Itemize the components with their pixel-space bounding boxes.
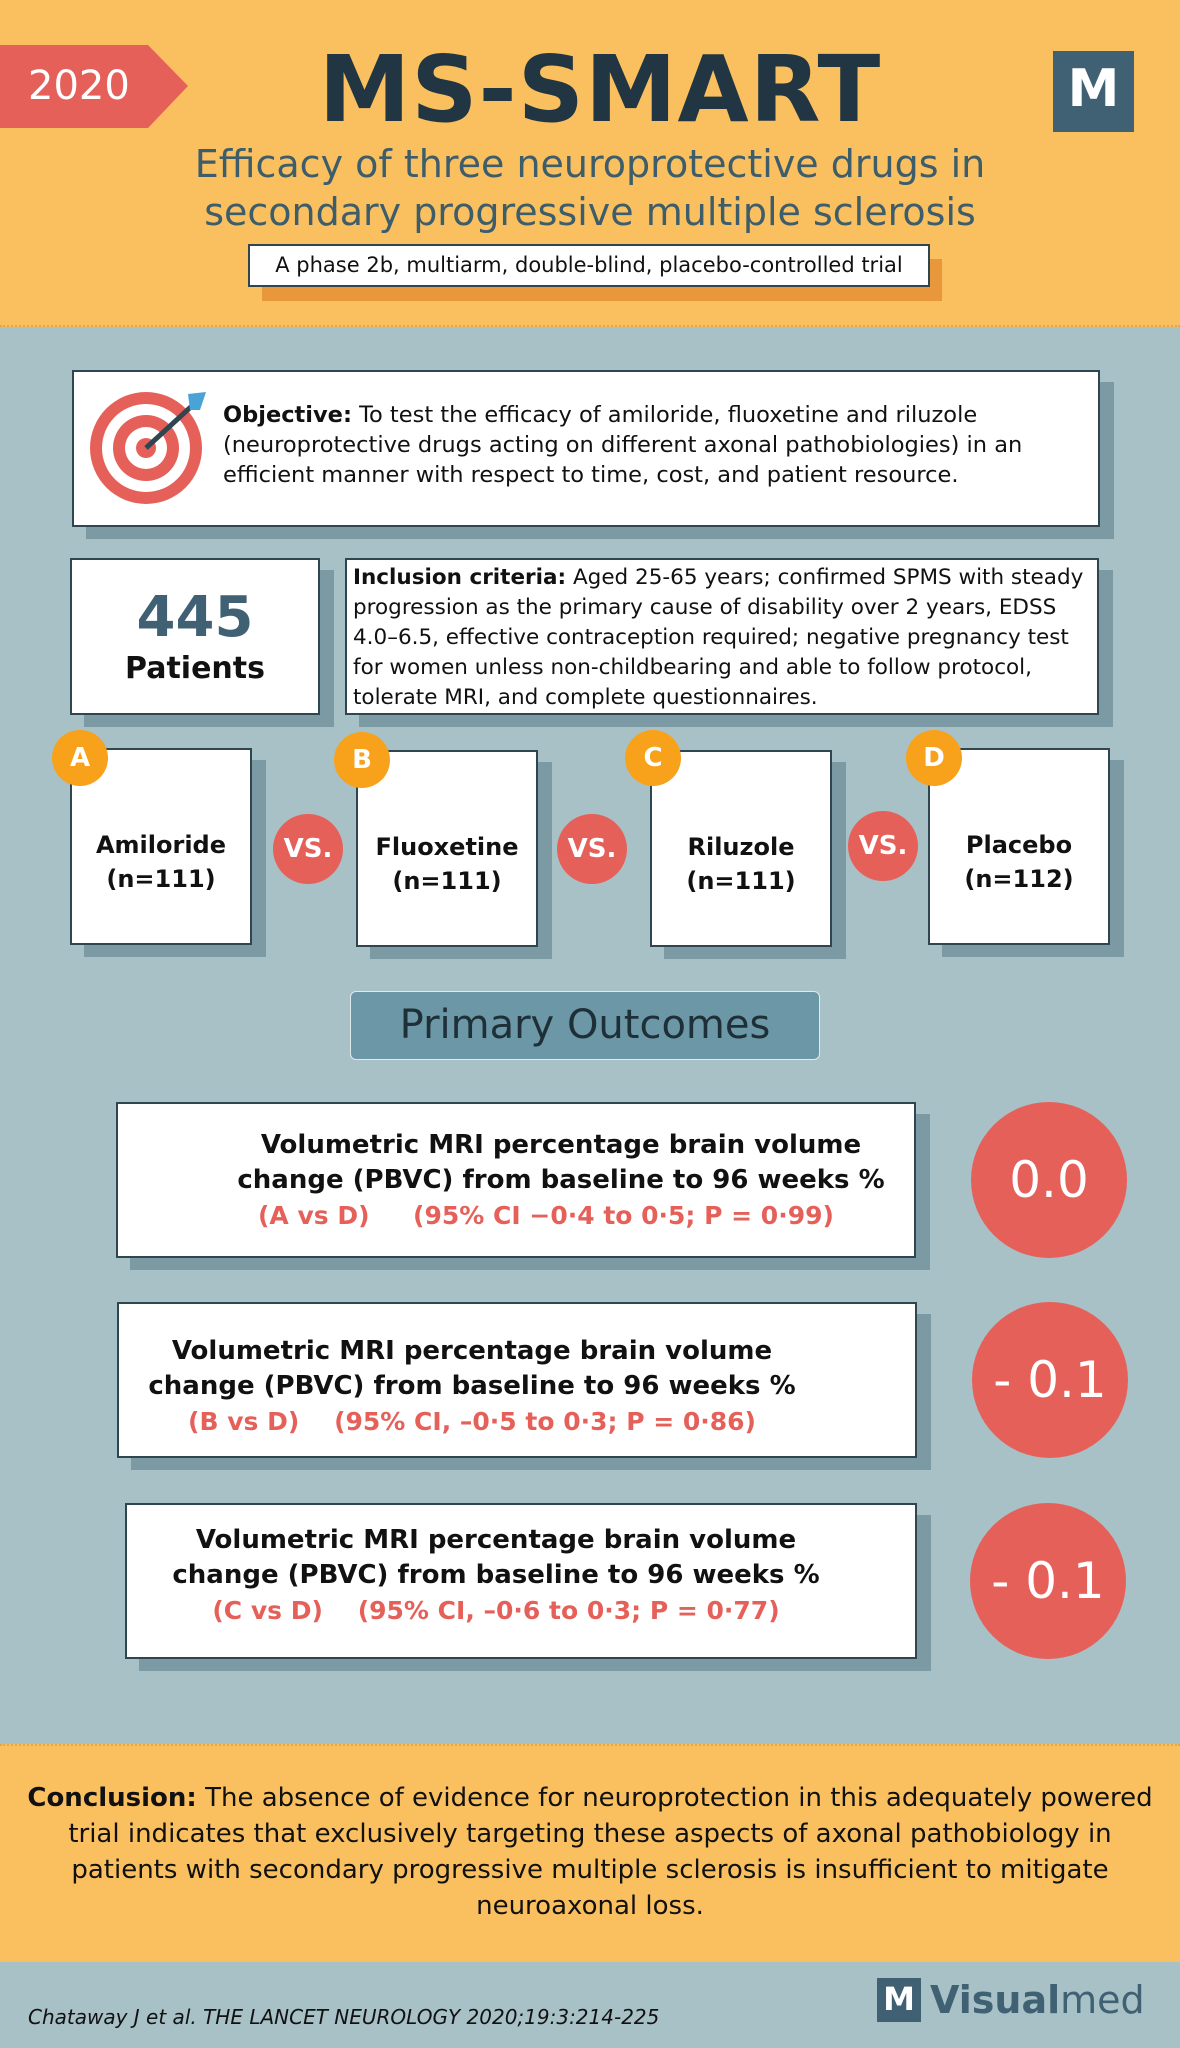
outcome-line-2: change (PBVC) from baseline to 96 weeks % xyxy=(172,1560,820,1590)
outcome-line-1: Volumetric MRI percentage brain volume xyxy=(171,1336,773,1366)
outcome-stat: (B vs D) (95% CI, –0·5 to 0·3; P = 0·86) xyxy=(188,1407,756,1436)
arm-card-b xyxy=(356,750,538,947)
brand-logo xyxy=(877,1978,921,2022)
vs-badge: VS. xyxy=(557,814,627,884)
outcome-stat: (A vs D) (95% CI −0·4 to 0·5; P = 0·99) xyxy=(258,1201,834,1230)
brand-letter: M xyxy=(883,1980,915,2018)
arm-n: (n=112) xyxy=(964,865,1074,893)
conclusion-label: Conclusion: xyxy=(27,1783,197,1813)
brand-part-1: Visual xyxy=(930,1978,1061,2022)
inclusion-label: Inclusion criteria: xyxy=(353,565,567,590)
inclusion-body: Aged 25-65 years; confirmed SPMS with steady progression as the primary cause of disability over 2 years, EDSS 4.0–6.5, effective contraception required; negative pregnancy test for women unless non-childbearing and able to follow protocol, tolerate MRI, and complete questionnaires. xyxy=(353,565,1084,710)
outcome-card-a xyxy=(116,1102,916,1258)
arm-n: (n=111) xyxy=(106,865,216,893)
patients-label: Patients xyxy=(125,651,265,686)
outcome-line-2: change (PBVC) from baseline to 96 weeks % xyxy=(148,1371,796,1401)
outcome-stat: (C vs D) (95% CI, –0·6 to 0·3; P = 0·77) xyxy=(212,1596,780,1625)
outcome-value-b: - 0.1 xyxy=(972,1302,1128,1458)
objective-body: To test the efficacy of amiloride, fluoxetine and riluzole (neuroprotective drugs acting on different axonal pathobiologies) in an efficient manner with respect to time, cost, and patient resource. xyxy=(223,402,1023,488)
citation: Chataway J et al. THE LANCET NEUROLOGY 2020;19:3:214-225 xyxy=(28,2005,660,2029)
target-icon xyxy=(90,388,210,508)
outcome-value-c: - 0.1 xyxy=(970,1503,1126,1659)
logo-letter: M xyxy=(1067,59,1120,119)
vs-badge: VS. xyxy=(848,811,918,881)
brand-name xyxy=(930,1978,1145,2022)
arm-n: (n=111) xyxy=(686,867,796,895)
year-label: 2020 xyxy=(28,63,130,109)
phase-label: A phase 2b, multiarm, double-blind, placebo-controlled trial xyxy=(248,244,930,287)
objective-label: Objective: xyxy=(223,402,352,428)
outcome-line-1: Volumetric MRI percentage brain volume xyxy=(260,1130,862,1160)
arm-name: Amiloride xyxy=(95,831,227,859)
arm-name: Placebo xyxy=(965,831,1073,859)
arm-card-c xyxy=(650,750,832,947)
arm-badge-b: B xyxy=(334,732,390,788)
arm-name: Fluoxetine xyxy=(375,833,519,861)
logo xyxy=(1053,51,1134,132)
arm-badge-c: C xyxy=(625,730,681,786)
conclusion-body: The absence of evidence for neuroprotection in this adequately powered trial indicates that exclusively targeting these aspects of axonal pathobiology in patients with secondary progressive multiple sclerosis is insufficient to mitigate neuroaxonal loss. xyxy=(68,1783,1153,1921)
outcome-value-a: 0.0 xyxy=(971,1102,1127,1258)
conclusion-text xyxy=(25,1780,1155,1924)
primary-outcomes-heading: Primary Outcomes xyxy=(350,991,820,1060)
brand-part-2: med xyxy=(1060,1978,1145,2022)
outcome-line-2: change (PBVC) from baseline to 96 weeks % xyxy=(237,1165,885,1195)
arm-name: Riluzole xyxy=(687,833,795,861)
outcome-card-c xyxy=(125,1503,917,1659)
year-tag xyxy=(0,45,188,128)
objective-text xyxy=(223,400,1083,490)
vs-badge: VS. xyxy=(273,814,343,884)
outcome-card-b xyxy=(117,1302,917,1458)
subtitle xyxy=(150,140,1030,236)
inclusion-text xyxy=(353,563,1095,713)
arm-n: (n=111) xyxy=(392,867,502,895)
patients-count: 445 xyxy=(136,585,254,650)
arm-badge-d: D xyxy=(906,730,962,786)
outcome-line-1: Volumetric MRI percentage brain volume xyxy=(195,1525,797,1555)
arm-card-d xyxy=(928,748,1110,945)
page-title: MS-SMART xyxy=(318,36,882,143)
subtitle-line-2: secondary progressive multiple sclerosis xyxy=(204,190,976,234)
subtitle-line-1: Efficacy of three neuroprotective drugs in xyxy=(194,142,986,186)
arm-badge-a: A xyxy=(52,730,108,786)
